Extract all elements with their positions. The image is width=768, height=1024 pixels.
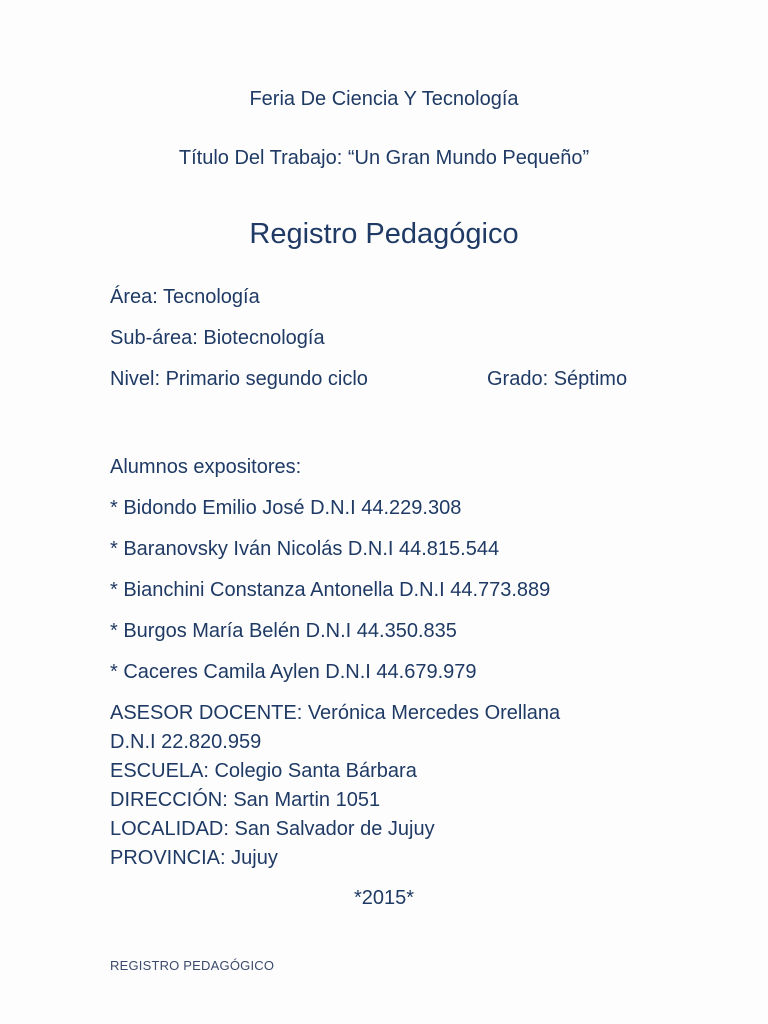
locality-field: LOCALIDAD: San Salvador de Jujuy [110,818,435,840]
students-label: Alumnos expositores: [110,456,302,478]
work-title: Título Del Trabajo: “Un Gran Mundo Pequeño” [178,147,590,169]
subarea-field: Sub-área: Biotecnología [110,327,325,349]
province-field: PROVINCIA: Jujuy [110,847,278,869]
nivel-field: Nivel: Primario segundo ciclo [110,368,368,390]
area-field: Área: Tecnología [110,286,260,308]
page-footer: REGISTRO PEDAGÓGICO [110,958,275,973]
advisor-field: ASESOR DOCENTE: Verónica Mercedes Orellana [110,702,561,724]
student-item: * Bianchini Constanza Antonella D.N.I 44.773.889 [110,579,551,601]
student-item: * Baranovsky Iván Nicolás D.N.I 44.815.544 [110,538,500,560]
student-item: * Burgos María Belén D.N.I 44.350.835 [110,620,457,642]
page-title: Registro Pedagógico [249,218,519,250]
student-item: * Bidondo Emilio José D.N.I 44.229.308 [110,497,462,519]
advisor-dni-field: D.N.I 22.820.959 [110,731,262,753]
student-item: * Caceres Camila Aylen D.N.I 44.679.979 [110,661,477,683]
school-field: ESCUELA: Colegio Santa Bárbara [110,760,417,782]
address-field: DIRECCIÓN: San Martin 1051 [110,789,381,811]
fair-title: Feria De Ciencia Y Tecnología [249,88,519,110]
year-label: *2015* [353,887,415,909]
grado-field: Grado: Séptimo [487,368,628,390]
